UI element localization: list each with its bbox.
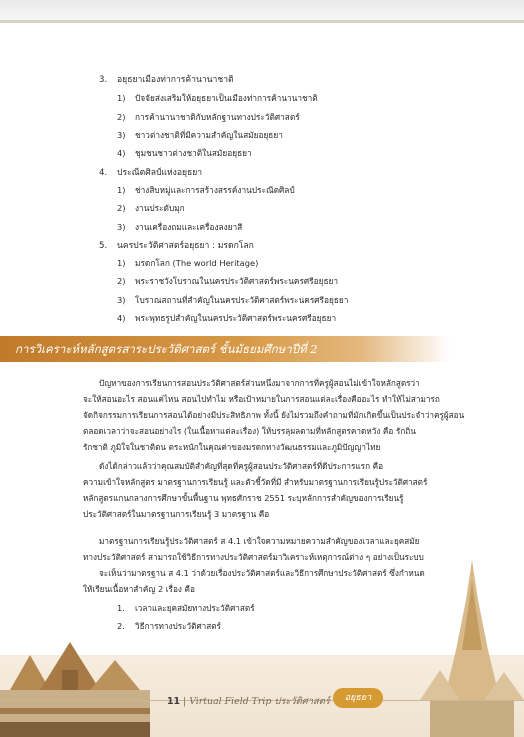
outline-subitem: 3) ชาวต่างชาติที่มีความสำคัญในสมัยอยุธยา: [117, 130, 283, 140]
list-item: 2. วิธีการทางประวัติศาสตร์: [117, 621, 221, 631]
text-line: ทางประวัติศาสตร์ สามารถใช้วิธีการทางประวัติศาสตร์มาวิเคราะห์เหตุการณ์ต่าง ๆ อย่างเป็นระบบ: [83, 552, 424, 562]
text-line: ประวัติศาสตร์ในมาตรฐานการเรียนรู้ 3 มาตรฐาน คือ: [83, 509, 270, 519]
footer-caption: [167, 694, 330, 709]
text-line: หลักสูตรแกนกลางการศึกษาขั้นพื้นฐาน พุทธศักราช 2551 ระบุหลักการสำคัญของการเรียนรู้: [83, 493, 404, 503]
outline-subitem: 2) งานประดับมุก: [117, 203, 185, 213]
outline-subitem: 4) ชุมชนชาวต่างชาติในสมัยอยุธยา: [117, 148, 252, 158]
outline-subitem: 3) โบราณสถานที่สำคัญในนครประวัติศาสตร์พระนครศรีอยุธยา: [117, 295, 349, 305]
outline-subitem: 1) มรดกโลก (The world Heritage): [117, 258, 259, 268]
footer-separator: |: [183, 696, 187, 707]
outline-item: 4. ประณีตศิลป์แห่งอยุธยา: [99, 168, 203, 178]
temple-illustration-left: [0, 630, 150, 737]
outline-item: 3. อยุธยาเมืองท่าการค้านานาชาติ: [99, 75, 234, 85]
text-line: ให้เรียนเนื้อหาสำคัญ 2 เรื่อง คือ: [83, 584, 195, 594]
section-title: การวิเคราะห์หลักสูตรสาระประวัติศาสตร์ ชั้นมัธยมศึกษาปีที่ 2: [15, 342, 318, 356]
temple-illustration-right: [420, 560, 524, 737]
top-band: [0, 0, 524, 20]
text-line: ดังได้กล่าวแล้วว่าคุณสมบัติสำคัญที่สุดที่ครูผู้สอนประวัติศาสตร์ที่ดีประการแรก คือ: [99, 461, 384, 471]
text-line: มาตรฐานการเรียนรู้ประวัติศาสตร์ ส 4.1 เข้าใจความหมายความสำคัญของเวลาและยุคสมัย: [99, 536, 420, 546]
outline-subitem: 2) การค้านานาชาติกับหลักฐานทางประวัติศาสตร์: [117, 112, 300, 122]
section-banner: [0, 336, 450, 362]
text-line: จะให้สอนอะไร สอนแค่ไหน สอนไปทำไม หรือเป้าหมายในการสอนแต่ละเรื่องคืออะไร ทำให้ไม่สามารถ: [83, 394, 440, 404]
text-line: ปัญหาของการเรียนการสอนประวัติศาสตร์ส่วนหนึ่งมาจากการที่ครูผู้สอนไม่เข้าใจหลักสูตรว่า: [99, 378, 420, 388]
top-edge: [0, 20, 524, 23]
text-line: รักชาติ ภูมิใจในชาติตน ตระหนักในคุณค่าของมรดกทางวัฒนธรรมและภูมิปัญญาไทย: [83, 442, 381, 452]
text-line: จัดกิจกรรมการเรียนการสอนได้อย่างมีประสิทธิภาพ ทั้งนี้ ยังไม่รวมถึงคำถามที่มักเกิดขึ้นเป็นประจำว่าครูผู้สอน: [83, 410, 465, 420]
outline-subitem: 1) ช่างสิบหมู่และการสร้างสรรค์งานประณีตศิลป์: [117, 185, 295, 195]
text-line: ความเข้าใจหลักสูตร มาตรฐานการเรียนรู้ และตัวชี้วัดที่มี สำหรับมาตรฐานการเรียนรู้ประวัติศาสตร์: [83, 477, 428, 487]
series-logo-badge: อยุธยา: [333, 688, 383, 708]
outline-item: 5. นครประวัติศาสตร์อยุธยา : มรดกโลก: [99, 241, 254, 251]
text-line: ตลอดเวลาว่าจะสอนอย่างไร (ในเนื้อหาแต่ละเรื่อง) ให้บรรลุผลตามที่หลักสูตรคาดหวัง คือ รักถิ่น: [83, 426, 416, 436]
text-line: จะเห็นว่ามาตรฐาน ส 4.1 ว่าด้วยเรื่องประวัติศาสตร์และวิธีการศึกษาประวัติศาสตร์ ซึ่งกำหนด: [99, 568, 425, 578]
list-item: 1. เวลาและยุคสมัยทางประวัติศาสตร์: [117, 603, 255, 613]
series-title: Virtual Field Trip ประวัติศาสตร์: [189, 696, 330, 707]
outline-subitem: 1) ปัจจัยส่งเสริมให้อยุธยาเป็นเมืองท่าการค้านานาชาติ: [117, 93, 318, 103]
outline-subitem: 3) งานเครื่องถมและเครื่องลงยาสี: [117, 222, 243, 232]
outline-subitem: 4) พระพุทธรูปสำคัญในนครประวัติศาสตร์พระนครศรีอยุธยา: [117, 313, 337, 323]
outline-subitem: 2) พระราชวังโบราณในนครประวัติศาสตร์พระนครศรีอยุธยา: [117, 276, 339, 286]
page-number: 11: [167, 696, 181, 707]
